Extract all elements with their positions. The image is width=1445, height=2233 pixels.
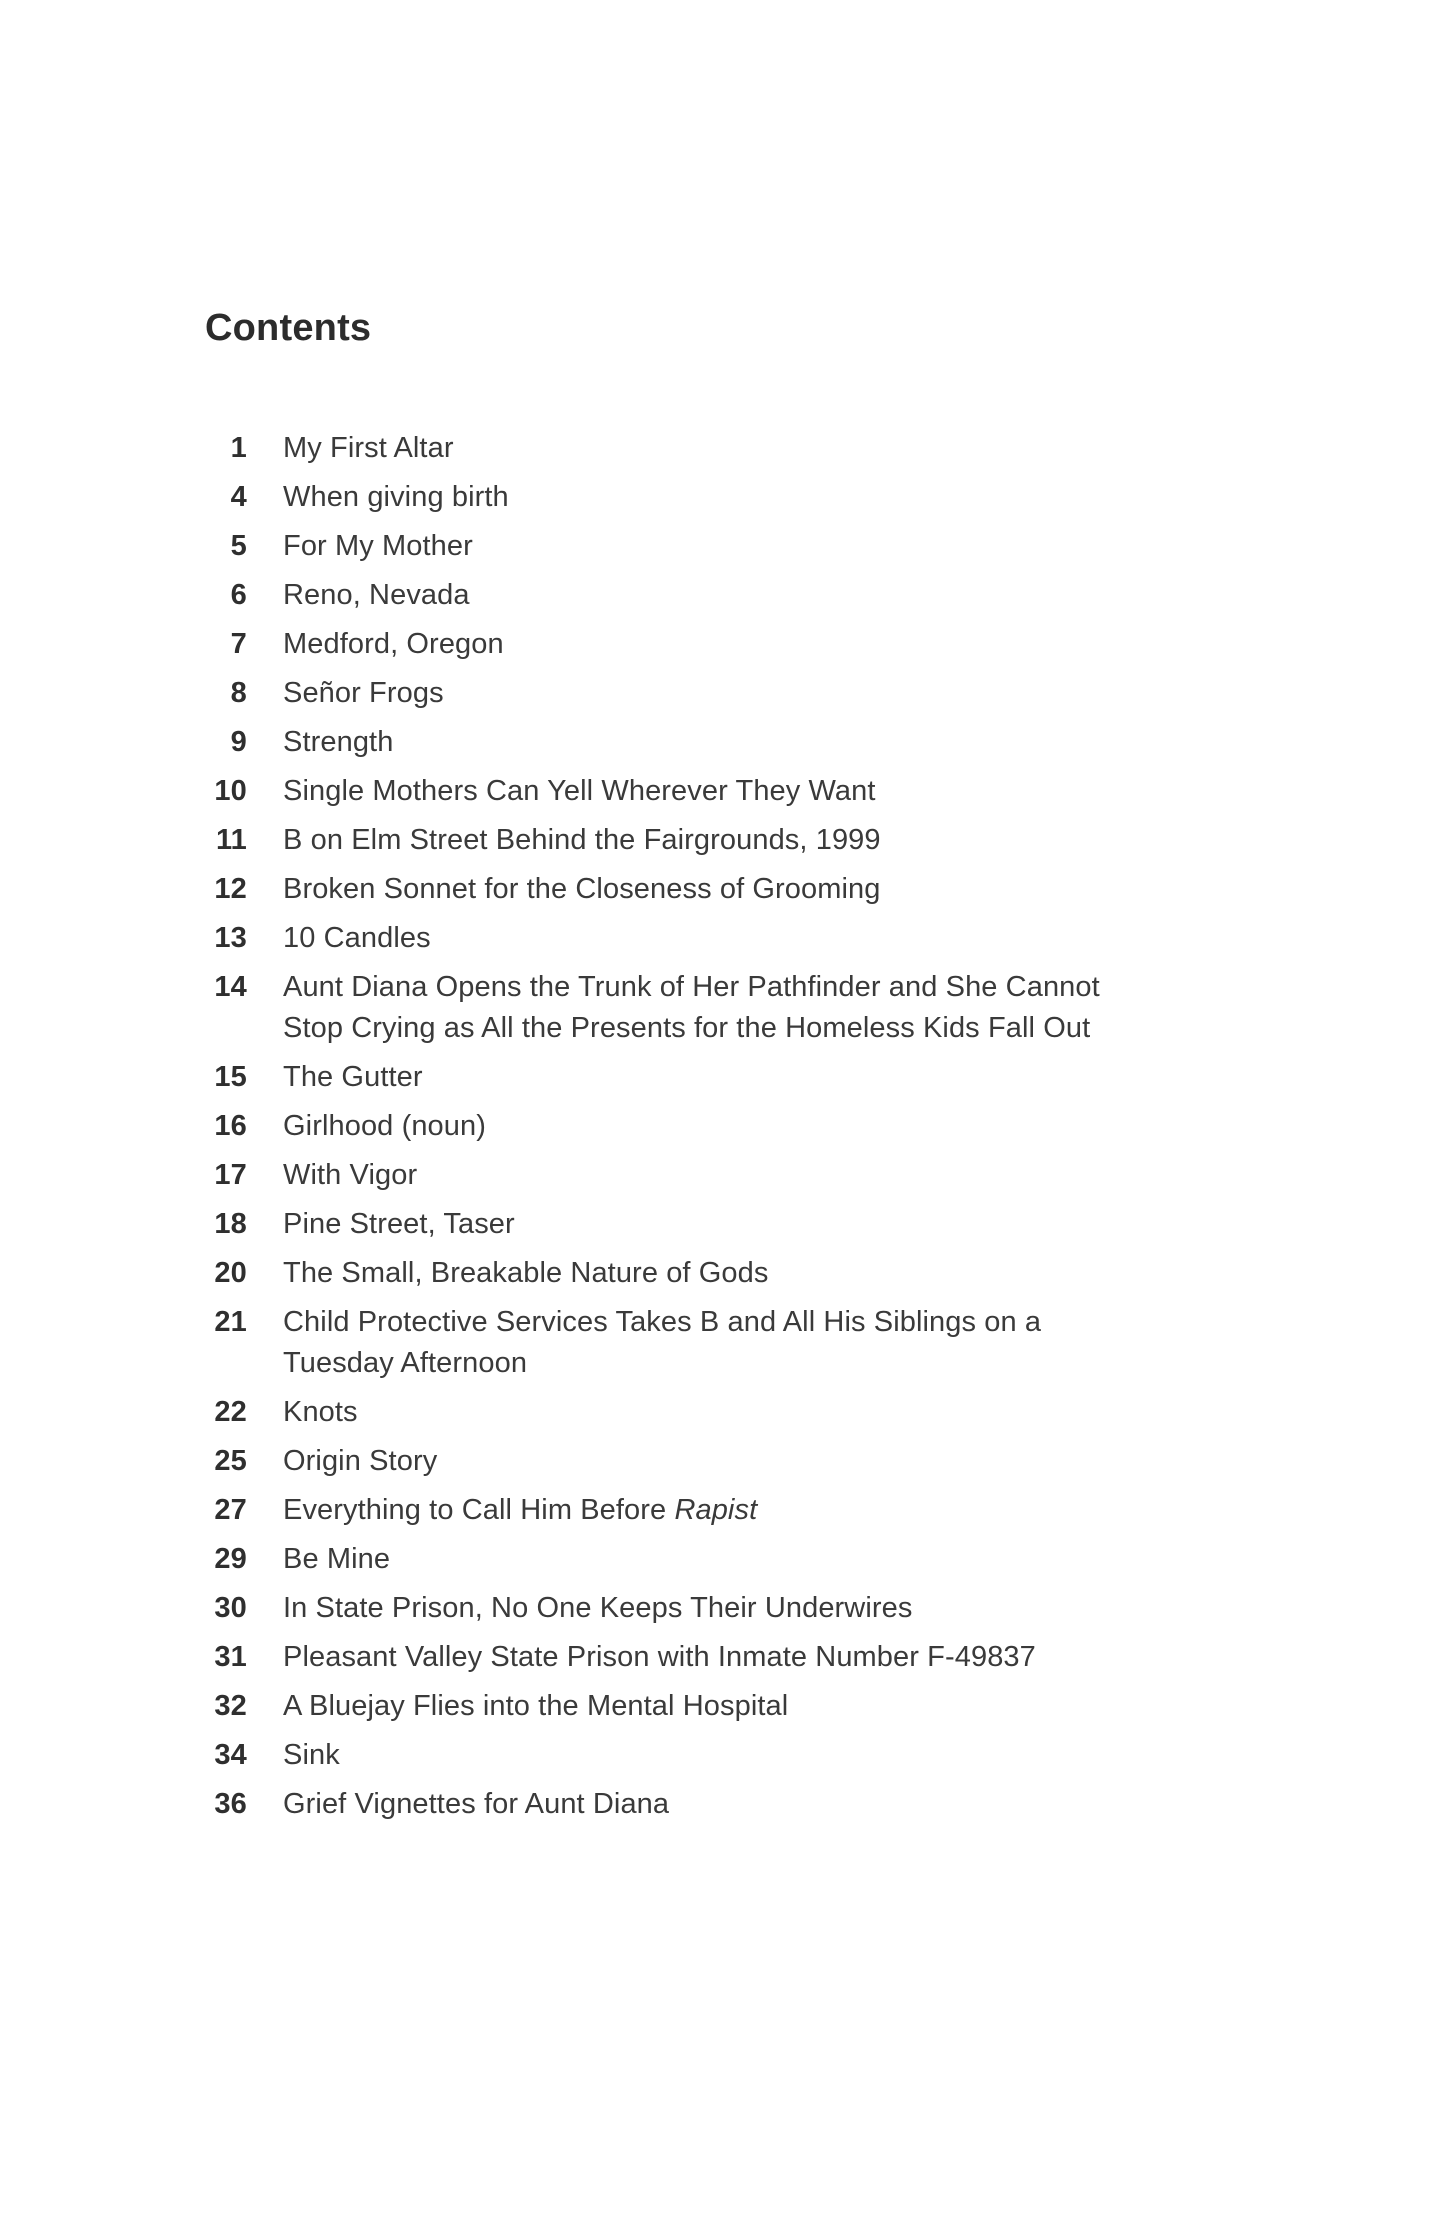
toc-entry — [195, 1784, 1445, 1825]
entry-title-line — [283, 869, 881, 910]
toc-entry — [195, 1155, 1445, 1196]
entry-title-segment: Child Protective Services Takes B and All His Siblings on a — [283, 1306, 1042, 1338]
entry-title-segment: 10 Candles — [283, 922, 431, 954]
entry-page-number: 31 — [214, 1641, 247, 1673]
entry-title-segment: With Vigor — [283, 1159, 418, 1191]
toc-entry — [195, 1637, 1445, 1678]
entry-page-number: 4 — [230, 481, 247, 513]
entry-page-number: 20 — [214, 1257, 247, 1289]
contents-list — [0, 428, 1445, 1825]
toc-entry — [195, 771, 1445, 812]
entry-page-number: 17 — [214, 1159, 247, 1191]
entry-title-line — [283, 477, 509, 518]
entry-page-number: 34 — [214, 1739, 247, 1771]
entry-title-line — [283, 967, 1100, 1008]
toc-entry — [195, 967, 1445, 1049]
entry-title-segment: Strength — [283, 726, 394, 758]
toc-entry — [195, 869, 1445, 910]
entry-page-number: 6 — [230, 579, 247, 611]
entry-title-segment: Everything to Call Him Before — [283, 1494, 675, 1526]
entry-page-number: 10 — [214, 775, 247, 807]
entry-title-line — [283, 820, 881, 861]
entry-title — [283, 428, 454, 469]
entry-title-segment: Single Mothers Can Yell Wherever They Want — [283, 775, 876, 807]
entry-page-number: 9 — [230, 726, 247, 758]
toc-entry — [195, 428, 1445, 469]
entry-page-number: 14 — [214, 971, 247, 1003]
toc-entry — [195, 820, 1445, 861]
entry-title-line — [283, 1343, 1041, 1384]
toc-entry — [195, 526, 1445, 567]
entry-title — [283, 1392, 358, 1433]
entry-title — [283, 967, 1100, 1049]
entry-title — [283, 477, 509, 518]
entry-page-number: 25 — [214, 1445, 247, 1477]
entry-title-segment: Pine Street, Taser — [283, 1208, 515, 1240]
entry-title — [283, 1155, 417, 1196]
toc-entry — [195, 1539, 1445, 1580]
entry-title — [283, 771, 876, 812]
entry-title — [283, 1686, 788, 1727]
entry-title-line — [283, 526, 473, 567]
entry-title-segment: In State Prison, No One Keeps Their Underwires — [283, 1592, 913, 1624]
toc-entry — [195, 1490, 1445, 1531]
entry-title — [283, 1057, 423, 1098]
entry-title — [283, 722, 393, 763]
entry-title-line — [283, 1539, 390, 1580]
toc-entry — [195, 477, 1445, 518]
entry-title — [283, 1302, 1041, 1384]
entry-title-segment: The Gutter — [283, 1061, 423, 1093]
entry-page-number: 27 — [214, 1494, 247, 1526]
entry-title-line — [283, 1392, 358, 1433]
entry-title — [283, 1441, 437, 1482]
entry-page-number: 18 — [214, 1208, 247, 1240]
entry-title-line — [283, 1106, 486, 1147]
entry-title — [283, 1784, 669, 1825]
entry-title — [283, 918, 431, 959]
entry-title-line — [283, 575, 470, 616]
entry-title-segment: Pleasant Valley State Prison with Inmate Number F-49837 — [283, 1641, 1036, 1673]
toc-entry — [195, 1302, 1445, 1384]
entry-title-segment: Señor Frogs — [283, 677, 444, 709]
entry-title-line — [283, 1490, 757, 1531]
entry-page-number: 11 — [215, 824, 247, 856]
entry-title — [283, 624, 504, 665]
toc-entry — [195, 575, 1445, 616]
entry-title-line — [283, 428, 454, 469]
entry-page-number: 13 — [214, 922, 247, 954]
entry-title — [283, 1204, 515, 1245]
entry-title-segment: Broken Sonnet for the Closeness of Grooming — [283, 873, 881, 905]
entry-title-line — [283, 1441, 437, 1482]
entry-title-line — [283, 1735, 340, 1776]
entry-title-segment: B on Elm Street Behind the Fairgrounds, 1999 — [283, 824, 881, 856]
entry-page-number: 8 — [230, 677, 247, 709]
entry-title — [283, 820, 881, 861]
entry-title-segment: Girlhood (noun) — [283, 1110, 486, 1142]
entry-title — [283, 1588, 912, 1629]
toc-entry — [195, 1392, 1445, 1433]
entry-page-number: 22 — [214, 1396, 247, 1428]
entry-title-line — [283, 771, 876, 812]
entry-title-line — [283, 1302, 1041, 1343]
entry-title-line — [283, 1155, 417, 1196]
toc-entry — [195, 918, 1445, 959]
entry-title-segment: A Bluejay Flies into the Mental Hospital — [283, 1690, 789, 1722]
entry-title-segment: Origin Story — [283, 1445, 438, 1477]
toc-entry — [195, 1686, 1445, 1727]
entry-title-segment: Reno, Nevada — [283, 579, 470, 611]
entry-title — [283, 869, 881, 910]
entry-title — [283, 673, 444, 714]
entry-page-number: 30 — [214, 1592, 247, 1624]
page-title: Contents — [205, 307, 372, 349]
entry-title-line — [283, 722, 393, 763]
toc-entry — [195, 1204, 1445, 1245]
entry-title-line — [283, 673, 444, 714]
entry-page-number: 32 — [214, 1690, 247, 1722]
entry-page-number: 21 — [214, 1306, 247, 1338]
entry-title-line — [283, 1686, 788, 1727]
toc-entry — [195, 722, 1445, 763]
toc-entry — [195, 1106, 1445, 1147]
entry-title-segment: For My Mother — [283, 530, 473, 562]
entry-page-number: 16 — [214, 1110, 247, 1142]
entry-title-segment: Aunt Diana Opens the Trunk of Her Pathfinder and She Cannot — [283, 971, 1100, 1003]
entry-page-number: 15 — [214, 1061, 247, 1093]
entry-title — [283, 1253, 768, 1294]
toc-entry — [195, 1441, 1445, 1482]
entry-title-line — [283, 624, 504, 665]
entry-title-line — [283, 1204, 515, 1245]
toc-entry — [195, 1253, 1445, 1294]
entry-title — [283, 1735, 340, 1776]
entry-title-line — [283, 1253, 768, 1294]
toc-entry — [195, 1735, 1445, 1776]
entry-title-italic-segment: Rapist — [674, 1494, 758, 1526]
toc-entry — [195, 673, 1445, 714]
entry-title-line — [283, 1008, 1100, 1049]
entry-title — [283, 526, 473, 567]
entry-page-number: 29 — [214, 1543, 247, 1575]
entry-title-segment: Sink — [283, 1739, 340, 1771]
entry-title-line — [283, 1784, 669, 1825]
entry-page-number: 7 — [230, 628, 247, 660]
entry-title — [283, 1637, 1036, 1678]
entry-title — [283, 1539, 390, 1580]
entry-title-segment: Knots — [283, 1396, 358, 1428]
entry-title-line — [283, 918, 431, 959]
entry-title-segment: When giving birth — [283, 481, 509, 513]
entry-title-line — [283, 1588, 912, 1629]
entry-title-line — [283, 1057, 423, 1098]
entry-page-number: 1 — [230, 432, 247, 464]
toc-entry — [195, 1588, 1445, 1629]
entry-title-segment: Stop Crying as All the Presents for the Homeless Kids Fall Out — [283, 1012, 1091, 1044]
entry-page-number: 5 — [230, 530, 247, 562]
entry-title-segment: Tuesday Afternoon — [283, 1347, 528, 1379]
entry-title-segment: My First Altar — [283, 432, 454, 464]
entry-page-number: 36 — [214, 1788, 247, 1820]
entry-title — [283, 1106, 486, 1147]
entry-title — [283, 575, 470, 616]
entry-title — [283, 1490, 757, 1531]
entry-title-segment: Grief Vignettes for Aunt Diana — [283, 1788, 670, 1820]
entry-title-line — [283, 1637, 1036, 1678]
toc-entry — [195, 624, 1445, 665]
toc-entry — [195, 1057, 1445, 1098]
entry-title-segment: The Small, Breakable Nature of Gods — [283, 1257, 769, 1289]
entry-page-number: 12 — [214, 873, 247, 905]
entry-title-segment: Medford, Oregon — [283, 628, 504, 660]
entry-title-segment: Be Mine — [283, 1543, 391, 1575]
